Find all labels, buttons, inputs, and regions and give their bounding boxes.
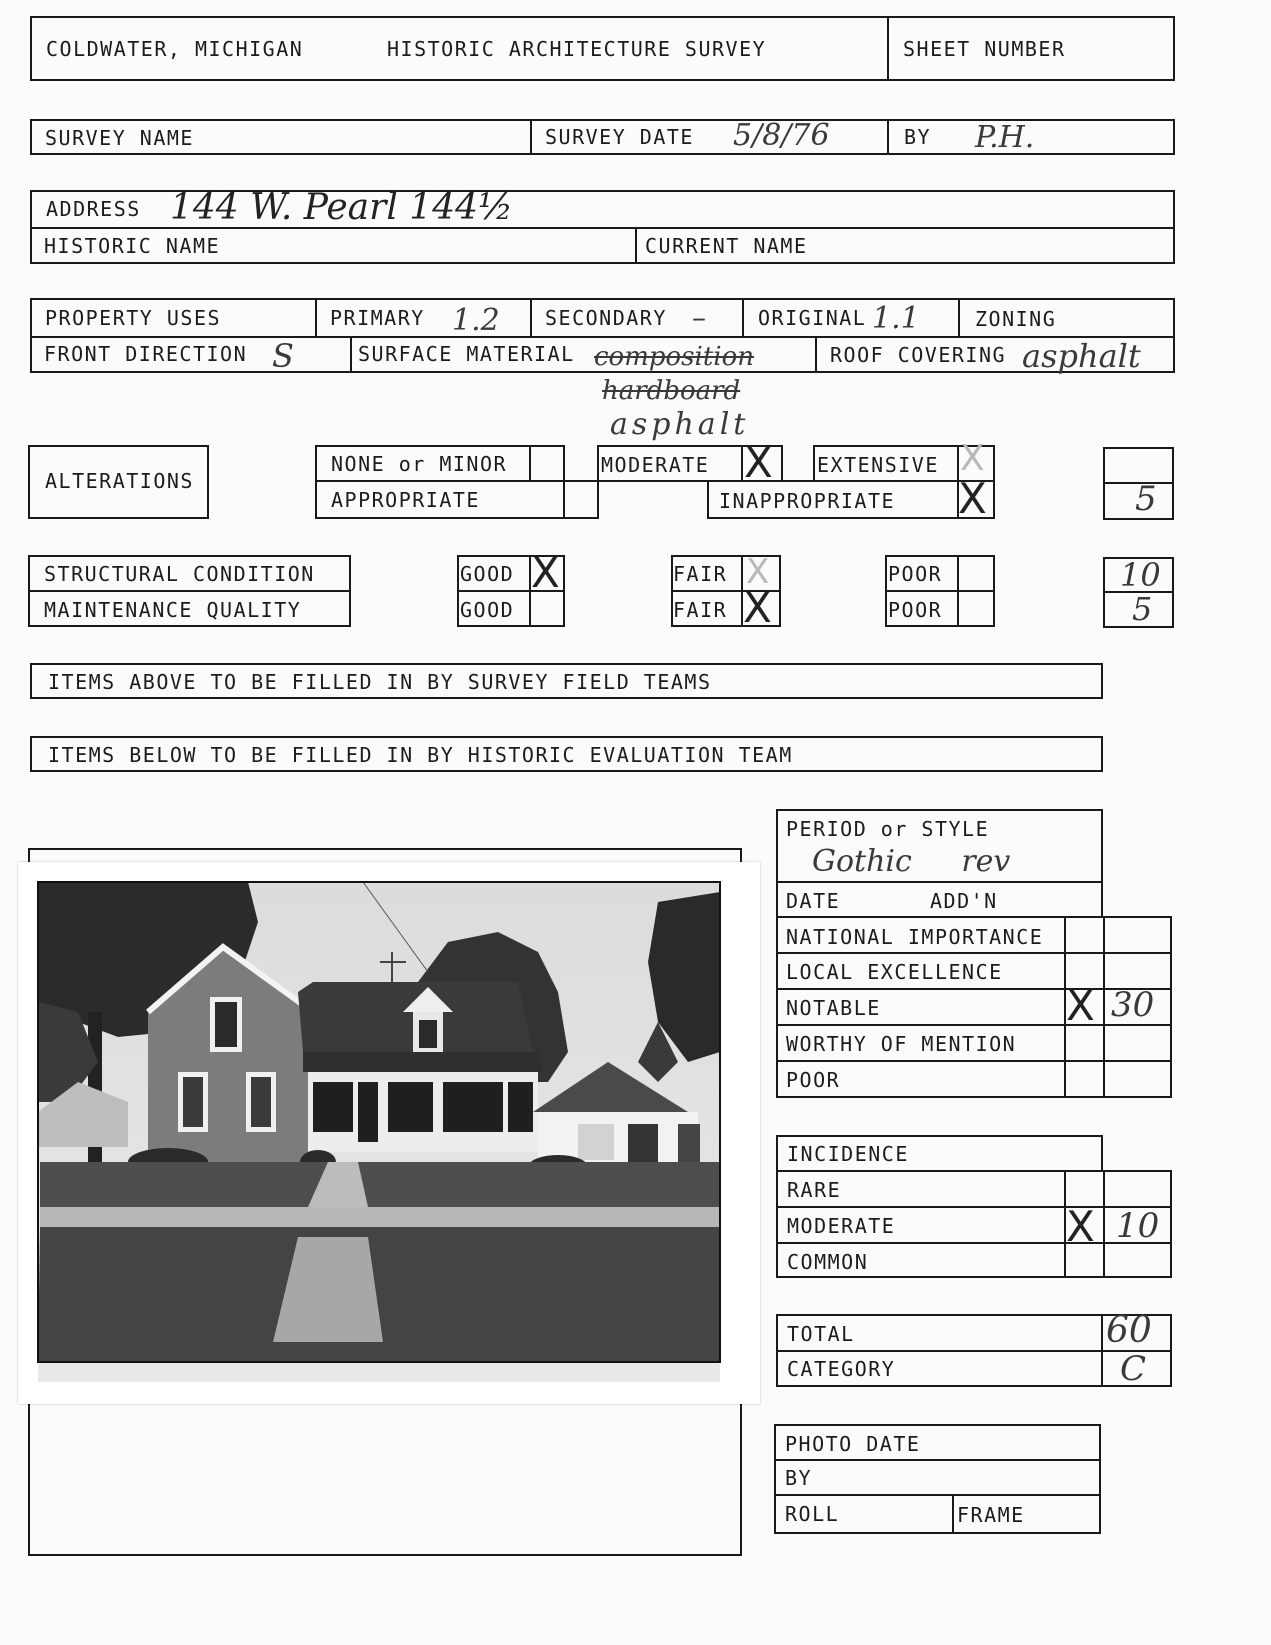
surface-material-value: asphalt <box>610 407 750 442</box>
address-value: 144 W. Pearl 144½ <box>170 187 513 228</box>
none-minor-label: NONE or MINOR <box>331 452 508 476</box>
structural-condition-label: STRUCTURAL CONDITION <box>44 562 315 586</box>
survey-by-value: P.H. <box>975 120 1035 155</box>
moderate-alt-check-x: X <box>744 438 773 487</box>
historic-name-label: HISTORIC NAME <box>44 234 221 258</box>
importance-line-4 <box>776 1060 1172 1062</box>
maintenance-quality-label: MAINTENANCE QUALITY <box>44 598 302 622</box>
category-label: CATEGORY <box>787 1357 896 1381</box>
property-div-5 <box>350 336 352 373</box>
addn-label: ADD'N <box>930 889 998 913</box>
incidence-score: 10 <box>1116 1206 1160 1246</box>
local-excellence-label: LOCAL EXCELLENCE <box>786 960 1003 984</box>
property-div-2 <box>530 298 532 336</box>
photo-date-label: PHOTO DATE <box>785 1432 921 1456</box>
primary-label: PRIMARY <box>330 306 425 330</box>
original-value: 1.1 <box>872 301 920 336</box>
roll-label: ROLL <box>785 1502 840 1526</box>
incidence-label: INCIDENCE <box>787 1142 909 1166</box>
zoning-label: ZONING <box>975 307 1057 331</box>
front-direction-value: S <box>272 337 294 375</box>
roof-covering-label: ROOF COVERING <box>830 343 1007 367</box>
property-div-4 <box>958 298 960 336</box>
incidence-moderate-check-x: X <box>1066 1202 1095 1251</box>
category-value: C <box>1120 1349 1147 1389</box>
structural-good-label: GOOD <box>460 562 515 586</box>
front-direction-label: FRONT DIRECTION <box>44 342 248 366</box>
property-div-6 <box>815 336 817 373</box>
photo-info-line-1 <box>774 1459 1101 1461</box>
maintenance-poor-label: POOR <box>888 598 943 622</box>
address-label: ADDRESS <box>46 197 141 221</box>
alterations-score: 5 <box>1135 479 1157 519</box>
structural-good-check-x: X <box>531 548 560 597</box>
survey-name-label: SURVEY NAME <box>45 126 194 150</box>
importance-poor-label: POOR <box>786 1068 841 1092</box>
incidence-line-2 <box>776 1242 1172 1244</box>
moderate-alt-label: MODERATE <box>601 453 710 477</box>
surface-material-struck-2: hardboard <box>602 376 741 406</box>
common-label: COMMON <box>787 1250 869 1274</box>
primary-value: 1.2 <box>452 303 500 338</box>
importance-line-1 <box>776 952 1172 954</box>
surface-material-label: SURFACE MATERIAL <box>358 342 575 366</box>
national-importance-label: NATIONAL IMPORTANCE <box>786 925 1044 949</box>
structural-poor-label: POOR <box>888 562 943 586</box>
sheet-number-label: SHEET NUMBER <box>903 37 1066 61</box>
moderate-alt-check-divider <box>741 445 743 482</box>
incidence-moderate-label: MODERATE <box>787 1214 896 1238</box>
poor-divider <box>885 590 995 592</box>
surface-material-struck-1: composition <box>594 342 754 372</box>
poor-check-divider <box>957 555 959 627</box>
extensive-label: EXTENSIVE <box>817 453 939 477</box>
header-divider <box>887 16 889 81</box>
secondary-label: SECONDARY <box>545 306 667 330</box>
worthy-of-mention-label: WORTHY OF MENTION <box>786 1032 1017 1056</box>
survey-divider-2 <box>887 119 889 155</box>
property-div-3 <box>742 298 744 336</box>
survey-row-left <box>30 119 32 155</box>
rare-label: RARE <box>787 1178 842 1202</box>
structural-score: 10 <box>1120 556 1161 594</box>
structural-fair-label: FAIR <box>673 562 728 586</box>
extensive-faint-x: X <box>960 438 985 479</box>
period-label: PERIOD or STYLE <box>786 817 990 841</box>
notable-score: 30 <box>1111 985 1155 1025</box>
total-value: 60 <box>1106 1310 1152 1351</box>
survey-title: HISTORIC ARCHITECTURE SURVEY <box>387 37 767 61</box>
roll-frame-divider <box>952 1494 954 1534</box>
secondary-value: – <box>692 301 706 334</box>
alterations-label: ALTERATIONS <box>45 469 194 493</box>
field-teams-note: ITEMS ABOVE TO BE FILLED IN BY SURVEY FIELD TEAMS <box>48 670 712 694</box>
total-label: TOTAL <box>787 1322 855 1346</box>
evaluation-team-note: ITEMS BELOW TO BE FILLED IN BY HISTORIC EVALUATION TEAM <box>48 743 793 767</box>
maintenance-score: 5 <box>1132 590 1153 628</box>
property-row-divider <box>30 336 1175 338</box>
period-value: Gothic rev <box>812 844 1011 879</box>
current-name-label: CURRENT NAME <box>645 234 808 258</box>
importance-score-divider <box>1103 916 1105 1098</box>
appropriate-check-divider <box>563 480 565 519</box>
inappropriate-label: INAPPROPRIATE <box>719 489 896 513</box>
maintenance-fair-check-x: X <box>743 583 772 632</box>
house-photo-image <box>18 862 760 1404</box>
none-minor-check-divider <box>529 445 531 482</box>
maintenance-fair-label: FAIR <box>673 598 728 622</box>
survey-by-label: BY <box>904 125 932 149</box>
condition-label-divider <box>28 590 351 592</box>
appropriate-label: APPROPRIATE <box>331 488 480 512</box>
survey-date-value: 5/8/76 <box>733 118 830 153</box>
survey-row-right <box>1173 119 1175 155</box>
incidence-score-divider <box>1103 1170 1105 1278</box>
house-photo <box>18 862 760 1404</box>
frame-label: FRAME <box>957 1503 1025 1527</box>
survey-date-label: SURVEY DATE <box>545 125 694 149</box>
photo-by-label: BY <box>785 1466 813 1490</box>
structural-fair-faint-x: X <box>746 552 770 592</box>
incidence-line-1 <box>776 1206 1172 1208</box>
maintenance-good-label: GOOD <box>460 598 515 622</box>
survey-divider-1 <box>530 119 532 155</box>
roof-covering-value: asphalt <box>1022 337 1141 375</box>
address-name-divider <box>635 227 637 264</box>
property-div-1 <box>315 298 317 336</box>
notable-check-x: X <box>1066 981 1095 1030</box>
original-label: ORIGINAL <box>758 306 867 330</box>
property-uses-label: PROPERTY USES <box>45 306 222 330</box>
notable-label: NOTABLE <box>786 996 881 1020</box>
city-label: COLDWATER, MICHIGAN <box>46 37 304 61</box>
date-label: DATE <box>786 889 841 913</box>
total-score-divider <box>1101 1314 1103 1387</box>
photo-info-line-2 <box>774 1494 1101 1496</box>
inappropriate-check-x: X <box>958 474 987 523</box>
